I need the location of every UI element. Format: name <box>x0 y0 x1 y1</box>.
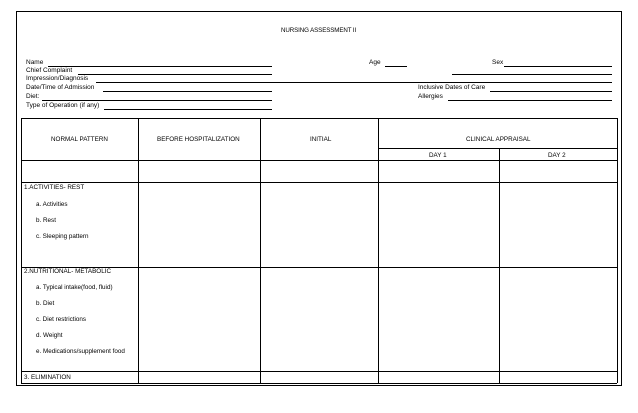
allergies-label: Allergies <box>418 93 443 100</box>
header-normal-pattern: NORMAL PATTERN <box>51 136 108 143</box>
diet-label: Diet: <box>26 93 40 100</box>
header-initial: INITIAL <box>310 136 332 143</box>
header-clinical-appraisal: CLINICAL APPRAISAL <box>466 136 531 143</box>
header-bottom-line <box>21 160 617 161</box>
list-item: a. Typical intake(food, fluid) <box>36 284 113 291</box>
header-day-2: DAY 2 <box>548 152 566 159</box>
type-of-operation-label: Type of Operation (if any) <box>26 102 100 109</box>
inclusive-dates-field[interactable] <box>490 91 612 92</box>
type-of-operation-field[interactable] <box>104 109 272 110</box>
list-item: e. Medications/supplement food <box>36 348 125 355</box>
chief-complaint-field[interactable] <box>78 74 272 75</box>
name-field[interactable] <box>48 66 272 67</box>
list-item: a. Activities <box>36 201 68 208</box>
list-item: b. Rest <box>36 217 56 224</box>
section-title-activities-rest: 1.ACTIVITIES- REST <box>24 184 85 191</box>
list-item: b. Diet <box>36 300 55 307</box>
age-label: Age <box>369 59 381 66</box>
form-title: NURSING ASSESSMENT II <box>281 27 357 34</box>
table-bottom-border <box>21 383 617 384</box>
list-item: c. Sleeping pattern <box>36 233 89 240</box>
header-day-1: DAY 1 <box>429 152 447 159</box>
header-before-hospitalization: BEFORE HOSPITALIZATION <box>157 136 240 143</box>
allergies-field[interactable] <box>448 100 612 101</box>
chief-complaint-label: Chief Complaint <box>26 67 73 74</box>
list-item: d. Weight <box>36 332 63 339</box>
assessment-table <box>21 118 617 383</box>
name-label: Name <box>26 59 44 66</box>
table-left-border <box>21 118 22 383</box>
table-top-border <box>21 118 617 119</box>
impression-field[interactable] <box>96 82 612 83</box>
section-title-nutritional-metabolic: 2.NUTRITIONAL- METABOLIC <box>24 268 112 275</box>
date-time-admission-label: Date/Time of Admission <box>26 84 95 91</box>
impression-label: Impression/Diagnosis <box>26 75 89 82</box>
age-field[interactable] <box>385 66 407 67</box>
header-subdivider <box>378 148 617 149</box>
inclusive-dates-label: Inclusive Dates of Care <box>418 84 486 91</box>
sex-label: Sex <box>492 59 504 66</box>
column-divider <box>378 118 379 383</box>
section-title-elimination: 3. ELIMINATION <box>24 374 71 381</box>
date-time-admission-field[interactable] <box>103 91 272 92</box>
column-divider <box>260 118 261 383</box>
column-divider <box>499 148 500 383</box>
column-divider <box>138 118 139 383</box>
table-right-border <box>617 118 618 383</box>
row-divider <box>21 182 617 183</box>
chief-complaint-field-continued[interactable] <box>452 74 612 75</box>
sex-field[interactable] <box>504 66 612 67</box>
row-divider <box>21 371 617 372</box>
diet-field[interactable] <box>42 100 272 101</box>
list-item: c. Diet restrictions <box>36 316 87 323</box>
